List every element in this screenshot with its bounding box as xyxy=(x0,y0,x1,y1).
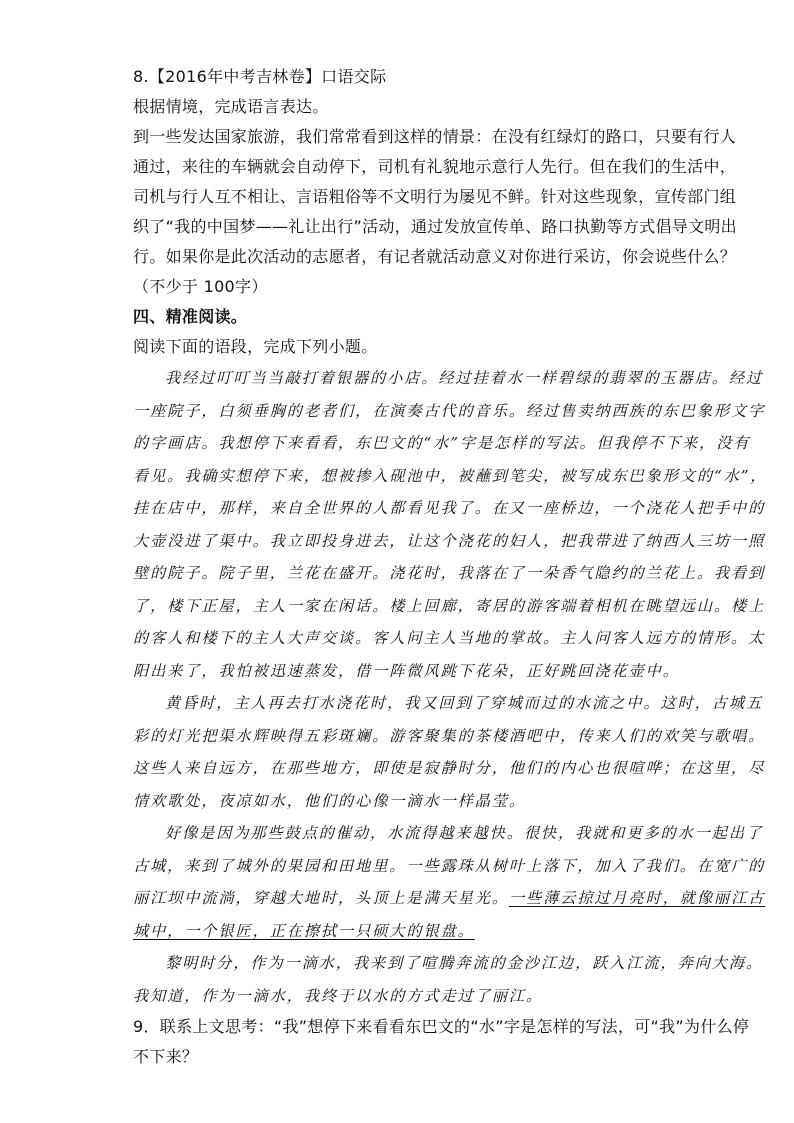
passage-line xyxy=(133,915,661,948)
passage-line: 彩的灯光把渠水辉映得五彩斑斓。游客聚集的茶楼酒吧中，传来人们的欢笑与歌唱。 xyxy=(133,726,766,745)
passage-paragraph-1 xyxy=(133,362,768,687)
passage-line: 挂在店中，那样，来自全世界的人都看见我了。在又一座桥边，一个浇花人把手中的 xyxy=(133,499,766,517)
underlined-sentence: 一些薄云掠过月亮时，就像丽江古 xyxy=(508,889,766,907)
passage-line: 大壶没进了渠中。我立即投身进去，让这个浇花的妇人，把我带进了纳西人三坊一照 xyxy=(133,531,766,550)
question-8-body-line: 行。如果你是此次活动的志愿者，有记者就活动意义对你进行采访，你会说些什么？ xyxy=(133,247,737,266)
passage-line: 我知道，作为一滴水，我终于以水的方式走过了丽江。 xyxy=(133,986,544,1005)
question-8-body-line: 司机与行人互不相让、言语粗俗等不文明行为屡见不鲜。针对这些现象，宣传部门组 xyxy=(133,187,737,206)
passage-line: 古城，来到了城外的果园和田地里。一些露珠从树叶上落下，加入了我们。在宽广的 xyxy=(133,856,766,875)
document-content xyxy=(133,62,768,1072)
question-9-line: 9．联系上文思考：“我”想停下来看看东巴文的“水”字是怎样的写法，可“我”为什么停 xyxy=(133,1017,750,1036)
underlined-sentence: 城中，一个银匠，正在擦拭一只硕大的银盘。 xyxy=(133,921,475,940)
question-8-title: 8.【2016年中考吉林卷】口语交际 xyxy=(133,67,387,86)
passage-paragraph-4 xyxy=(133,947,764,1012)
question-8-body-line: 到一些发达国家旅游，我们常常看到这样的情景：在没有红绿灯的路口，只要有行人 xyxy=(133,127,737,146)
passage-line: 看见。我确实想停下来，想被掺入砚池中，被蘸到笔尖，被写成东巴象形文的“水”， xyxy=(133,466,768,485)
question-9 xyxy=(133,1012,750,1072)
passage-line: 阳出来了，我怕被迅速蒸发，借一阵微风跳下花朵，正好跳回浇花壶中。 xyxy=(133,661,680,680)
question-8 xyxy=(133,62,737,302)
section-4-heading: 四、精准阅读。 xyxy=(133,307,248,326)
passage-line: 一座院子，白须垂胸的老者们，在演奏古代的音乐。经过售卖纳西族的东巴象形文字 xyxy=(133,401,766,420)
question-8-instruction: 根据情境，完成语言表达。 xyxy=(133,97,329,116)
passage-paragraph-3 xyxy=(133,817,766,947)
passage-line: 的字画店。我想停下来看看，东巴文的“水”字是怎样的写法。但我停不下来，没有 xyxy=(133,434,751,452)
passage-line: 好像是因为那些鼓点的催动，水流得越来越快。很快，我就和更多的水一起出了 xyxy=(165,824,764,842)
section-4-instruction: 阅读下面的语段，完成下列小题。 xyxy=(133,337,378,356)
question-8-word-limit: （不少于 100字） xyxy=(133,277,268,296)
passage-line: 了，楼下正屋，主人一家在闲话。楼上回廊，寄居的游客端着相机在眺望远山。楼上 xyxy=(133,596,766,615)
question-8-body-line: 织了“我的中国梦——礼让出行”活动，通过发放宣传单、路口执勤等方式倡导文明出 xyxy=(133,217,737,236)
passage-paragraph-2 xyxy=(133,687,766,817)
question-8-body-line: 通过，来往的车辆就会自动停下，司机有礼貌地示意行人先行。但在我们的生活中， xyxy=(133,157,737,176)
passage-line: 这些人来自远方，在那些地方，即使是寂静时分，他们的内心也很喧哗；在这里，尽 xyxy=(133,759,766,777)
passage-line xyxy=(133,882,766,915)
question-9-line: 不下来？ xyxy=(133,1047,199,1066)
section-4 xyxy=(133,302,661,362)
passage-line: 的客人和楼下的主人大声交谈。客人问主人当地的掌故。主人问客人远方的情形。太 xyxy=(133,629,766,647)
passage-text: 丽江坝中流淌，穿越大地时，头顶上是满天星光。 xyxy=(133,889,509,907)
reading-passage xyxy=(133,362,768,1012)
passage-line: 壁的院子。院子里，兰花在盛开。浇花时，我落在了一朵香气隐约的兰花上。我看到 xyxy=(133,564,766,582)
passage-line: 情欢歌处，夜凉如水，他们的心像一滴水一样晶莹。 xyxy=(133,791,527,810)
passage-line: 黎明时分，作为一滴水，我来到了喧腾奔流的金沙江边，跃入江流，奔向大海。 xyxy=(165,954,764,972)
passage-line: 黄昏时，主人再去打水浇花时，我又回到了穿城而过的水流之中。这时，古城五 xyxy=(165,694,764,712)
passage-line: 我经过叮叮当当敲打着银器的小店。经过挂着水一样碧绿的翡翠的玉器店。经过 xyxy=(165,369,764,387)
